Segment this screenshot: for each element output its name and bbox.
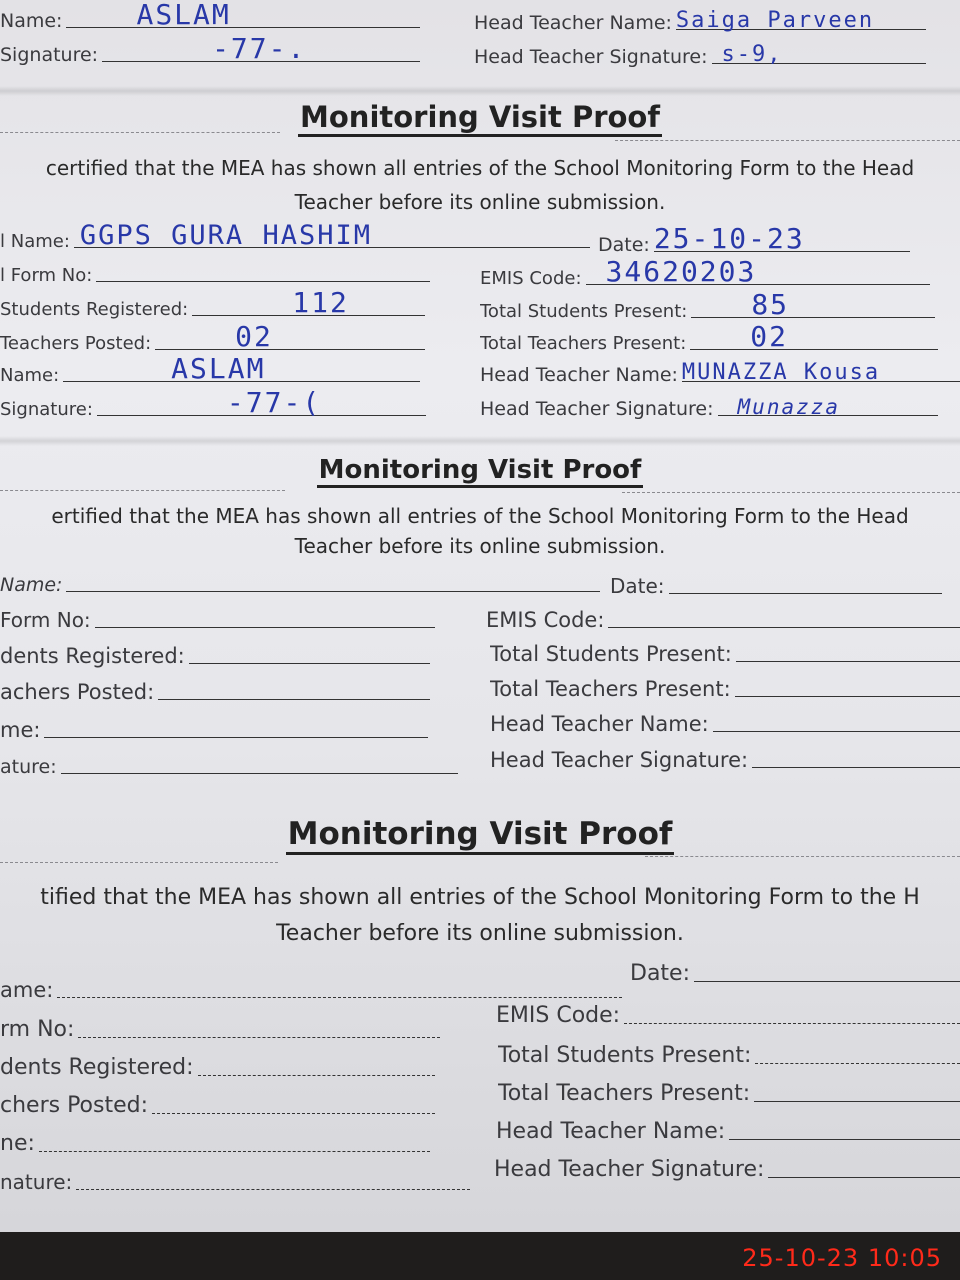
form-2-head-teacher-name-row [490, 702, 960, 736]
form-2-teachers-posted-label: achers Posted: [0, 680, 155, 704]
form-1-school-name-label: l Name: [0, 231, 70, 252]
form-2-emis-code-row [486, 598, 960, 632]
top-name-row [0, 0, 420, 32]
form-1-cert-line-2: Teacher before its online submission. [294, 190, 666, 214]
top-name-label: Name: [0, 10, 63, 32]
form-1-total-students-present-label: Total Students Present: [480, 301, 688, 322]
form-3-signature-label: nature: [0, 1170, 73, 1194]
form-2-row-5 [0, 708, 428, 742]
form-2-signature-row [0, 744, 458, 778]
top-signature-row [0, 32, 420, 66]
form-3-row-5-label: ne: [0, 1131, 35, 1156]
top-head-teacher-name-value: Saiga Parveen [675, 8, 875, 33]
form-2-row-5-label: me: [0, 718, 41, 742]
form-1-students-registered-label: Students Registered: [0, 299, 189, 320]
separator-line [615, 140, 960, 141]
form-1-total-teachers-present-label: Total Teachers Present: [480, 333, 687, 354]
form-2-date-line [669, 571, 942, 594]
form-1-head-teacher-name-row [480, 352, 960, 386]
separator-line [645, 856, 960, 857]
form-3-total-teachers-present-line [754, 1079, 960, 1102]
form-1-date-label: Date: [598, 234, 650, 256]
form-2-emis-code-label: EMIS Code: [486, 608, 605, 632]
form-2-name-row [0, 562, 600, 596]
form-3-students-registered-line [198, 1053, 435, 1076]
form-3-cert-line-1: tified that the MEA has shown all entries of the School Monitoring Form to the H [40, 885, 920, 910]
form-2-students-registered-line [189, 641, 430, 664]
form-3-date-row [630, 952, 960, 986]
form-1-emis-code-label: EMIS Code: [480, 268, 582, 289]
form-1-form-no-row [0, 252, 430, 286]
form-3-total-students-present-row [498, 1034, 960, 1068]
form-3-name-label: ame: [0, 978, 54, 1002]
form-3-row-5-line [39, 1129, 430, 1152]
form-2-date-row [610, 564, 942, 598]
form-2-date-label: Date: [610, 574, 665, 598]
form-3-cert-line-2: Teacher before its online submission. [276, 921, 684, 946]
form-2-total-teachers-present-label: Total Teachers Present: [490, 677, 731, 701]
form-2-total-teachers-present-row [490, 667, 960, 701]
form-1-head-teacher-name-value: MUNAZZA Kousa [681, 360, 881, 385]
form-2-total-students-present-label: Total Students Present: [490, 642, 732, 666]
form-1-date-line [653, 222, 910, 255]
form-3-emis-code-line [624, 1001, 960, 1024]
top-head-teacher-name-row [474, 0, 926, 34]
form-1-total-students-present-line [691, 288, 935, 321]
form-3-head-teacher-signature-row [494, 1148, 960, 1182]
form-1-head-teacher-name-label: Head Teacher Name: [480, 364, 678, 386]
form-1-name-value: ASLAM [171, 352, 266, 385]
form-1-school-name-value: GGPS GURA HASHIM [79, 220, 372, 251]
form-1-head-teacher-signature-label: Head Teacher Signature: [480, 398, 714, 420]
form-2-name-label: Name: [0, 574, 63, 596]
form-1-cert-line-1: certified that the MEA has shown all entries of the School Monitoring Form to the Head [45, 156, 915, 180]
form-1-school-name-line [74, 220, 590, 251]
form-2-head-teacher-signature-line [752, 745, 960, 768]
form-3-teachers-posted-row [0, 1084, 435, 1118]
form-3-row-5 [0, 1122, 430, 1156]
form-3-total-teachers-present-row [498, 1072, 960, 1106]
form-2-head-teacher-name-label: Head Teacher Name: [490, 712, 709, 736]
form-1-students-registered-value: 112 [292, 286, 349, 319]
top-signature-label: Signature: [0, 44, 99, 66]
form-3-head-teacher-name-label: Head Teacher Name: [496, 1119, 726, 1144]
camera-timestamp: 25-10-23 10:05 [742, 1244, 942, 1272]
form-1-head-teacher-signature-row [480, 386, 938, 420]
top-head-teacher-signature-row [474, 34, 926, 68]
form-3-total-students-present-line [755, 1041, 960, 1064]
form-2-form-no-line [95, 605, 435, 628]
form-1-signature-value: -77-( [226, 386, 322, 419]
form-2-form-no-label: Form No: [0, 608, 91, 632]
form-2-total-students-present-line [736, 639, 960, 662]
form-2-students-registered-row [0, 634, 430, 668]
form-1-emis-code-row [480, 255, 930, 289]
form-3-form-no-row [0, 1008, 440, 1042]
form-1-emis-code-line [586, 255, 930, 288]
form-1-head-teacher-signature-value: Munazza [737, 395, 841, 419]
form-1-name-row [0, 352, 420, 386]
form-1-name-label: Name: [0, 365, 60, 386]
form-3-total-teachers-present-label: Total Teachers Present: [498, 1081, 751, 1106]
form-1-total-teachers-present-row [480, 320, 938, 354]
form-1-total-teachers-present-line [690, 320, 938, 353]
top-name-line [66, 0, 420, 31]
top-head-teacher-name-label: Head Teacher Name: [474, 12, 672, 34]
form-3-total-students-present-label: Total Students Present: [498, 1043, 752, 1068]
form-3-emis-code-row [496, 994, 960, 1028]
top-signature-value: -77-. [212, 32, 307, 65]
form-3-teachers-posted-line [152, 1091, 435, 1114]
paper-fold [0, 436, 960, 446]
top-signature-line [102, 32, 420, 65]
form-2-name-line [66, 569, 600, 592]
form-1-form-no-line [96, 259, 430, 282]
form-3-date-line [694, 959, 960, 982]
form-2-form-no-row [0, 598, 435, 632]
form-1-date-value: 25-10-23 [653, 222, 805, 255]
form-2-head-teacher-name-line [713, 709, 960, 732]
form-2-head-teacher-signature-label: Head Teacher Signature: [490, 748, 749, 772]
form-3-students-registered-label: dents Registered: [0, 1055, 194, 1080]
form-2-teachers-posted-row [0, 670, 430, 704]
form-1-head-teacher-signature-line [718, 393, 938, 419]
form-1-signature-row [0, 386, 426, 420]
form-1-form-no-label: l Form No: [0, 265, 93, 286]
form-3-signature-line [76, 1167, 470, 1190]
form-2-total-students-present-row [490, 632, 960, 666]
form-1-teachers-posted-label: Teachers Posted: [0, 333, 152, 354]
form-2-cert-line-1: ertified that the MEA has shown all entries of the School Monitoring Form to the Head [51, 504, 909, 528]
form-1-teachers-posted-row [0, 320, 425, 354]
form-1-teachers-posted-line [155, 320, 425, 353]
form-1-total-teachers-present-value: 02 [750, 320, 788, 353]
top-head-teacher-signature-label: Head Teacher Signature: [474, 46, 708, 68]
form-2-heading: Monitoring Visit Proof [0, 455, 960, 485]
form-3-students-registered-row [0, 1046, 435, 1080]
form-1-students-registered-row [0, 286, 425, 320]
form-2-row-5-line [44, 715, 428, 738]
separator-line [0, 862, 278, 863]
separator-line [0, 490, 285, 491]
form-1-school-name-row [0, 218, 590, 252]
form-2-emis-code-line [608, 605, 960, 628]
form-3-head-teacher-signature-line [768, 1155, 960, 1178]
form-1-signature-line [97, 386, 426, 419]
form-3-head-teacher-name-line [729, 1117, 960, 1140]
top-head-teacher-signature-value: s-9, [721, 42, 783, 67]
form-2-total-teachers-present-line [735, 674, 960, 697]
form-3-heading: Monitoring Visit Proof [0, 816, 960, 852]
form-3-head-teacher-signature-label: Head Teacher Signature: [494, 1157, 765, 1182]
form-3-teachers-posted-label: chers Posted: [0, 1093, 149, 1118]
form-3-form-no-line [78, 1015, 440, 1038]
form-3-form-no-label: rm No: [0, 1017, 75, 1042]
form-2-signature-line [61, 751, 458, 774]
form-2-cert-line-2: Teacher before its online submission. [294, 534, 666, 558]
form-1-emis-code-value: 34620203 [605, 255, 757, 288]
form-1-signature-label: Signature: [0, 399, 93, 420]
form-1-teachers-posted-value: 02 [235, 320, 273, 353]
top-head-teacher-signature-line [712, 41, 926, 67]
form-3-emis-code-label: EMIS Code: [496, 1003, 621, 1028]
form-2-head-teacher-signature-row [490, 738, 960, 772]
form-3-head-teacher-name-row [496, 1110, 960, 1144]
top-head-teacher-name-line [675, 7, 926, 33]
form-1-students-registered-line [192, 286, 425, 319]
form-2-students-registered-label: dents Registered: [0, 644, 185, 668]
form-1-date-row [598, 222, 910, 256]
form-1-head-teacher-name-line [681, 359, 960, 385]
form-3-date-label: Date: [630, 961, 690, 986]
form-2-teachers-posted-line [158, 677, 430, 700]
top-name-value: ASLAM [136, 0, 231, 31]
form-1-heading: Monitoring Visit Proof [0, 100, 960, 134]
paper-fold [0, 86, 960, 96]
form-1-name-line [63, 352, 420, 385]
form-3-signature-row [0, 1160, 470, 1194]
separator-line [622, 492, 960, 493]
form-1-total-students-present-row [480, 288, 935, 322]
form-2-signature-label: ature: [0, 756, 57, 778]
form-1-total-students-present-value: 85 [751, 288, 790, 321]
